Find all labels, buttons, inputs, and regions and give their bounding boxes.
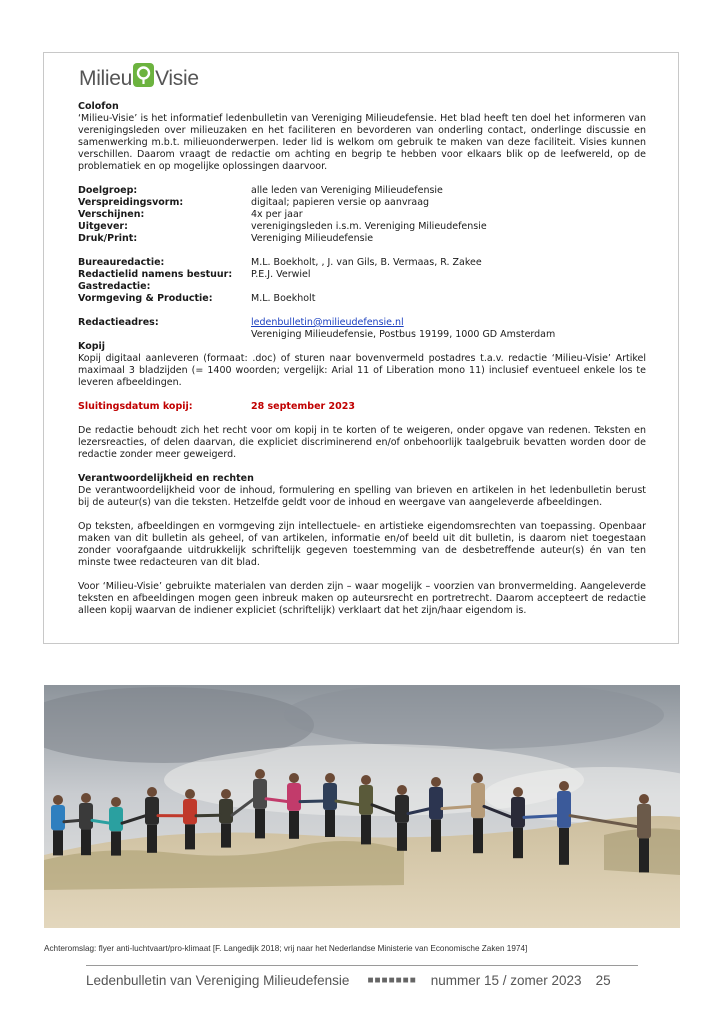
logo-text-post: Visie: [155, 67, 199, 90]
detail-value: alle leden van Vereniging Milieudefensie: [251, 185, 443, 196]
detail-label: Verschijnen:: [78, 209, 145, 220]
responsibility-p3: Voor ‘Milieu-Visie’ gebruikte materialen van derden zijn – waar mogelijk – voorzien van bronvermelding. Aangeleverde teksten en afbeeldingen mogen geen inbreuk maken op auteursrecht en portretrecht. Daarom accepteert de redactie alleen kopij waarvan de indiener expliciet (schriftelijk) verklaart dat het zijn/haar eigendom is.: [78, 581, 646, 616]
detail-label: Bureauredactie:: [78, 257, 165, 268]
detail-row: [78, 257, 646, 269]
page-footer: [86, 973, 668, 988]
responsibility-p1: De verantwoordelijkheid voor de inhoud, formulering en spelling van brieven en artikelen in het ledenbulletin berust bij de auteur(s) van die teksten. Hetzelfde geldt voor de inhoud en weergave van aangeleverde afbeeldingen.: [78, 485, 646, 508]
dune-group-photo: [44, 685, 680, 928]
address-row: [78, 317, 646, 341]
responsibility-p2: Op teksten, afbeeldingen en vormgeving zijn intellectuele- en artistieke eigendomsrechten van toepassing. Openbaar maken van dit bulletin als geheel, of van artikelen, informatie en/of beeld uit dit bulletin, is daarom niet toegestaan zonder voorafgaande uitdrukkelijk schriftelijk gegeven toestemming van de desbetreffende auteur(s) én van ten minste twee redacteuren van dit blad.: [78, 521, 646, 568]
details-block-2: [78, 257, 646, 305]
detail-row: [78, 221, 646, 233]
detail-value: Vereniging Milieudefensie: [251, 233, 374, 244]
address-line: Vereniging Milieudefensie, Postbus 19199, 1000 GD Amsterdam: [251, 329, 556, 340]
detail-label: Verspreidingsvorm:: [78, 197, 184, 208]
detail-row: [78, 209, 646, 221]
detail-row: [78, 281, 646, 293]
kopij-title: Kopij: [78, 341, 106, 352]
colofon-intro: ‘Milieu-Visie’ is het informatief ledenbulletin van Vereniging Milieudefensie. Het blad heeft ten doel het informeren van verenigingsleden over milieuzaken en het faciliteren en bevorderen van onderling contact, onderlinge discussie en samenwerking m.b.t. milieuonderwerpen. Ieder lid is welkom om gebruik te maken van deze faciliteit. Visies kunnen verschillen. Daarom vraagt de redactie om achting en begrip te hebben voor elkaars blik op de leefwereld, op de problematiek en op mogelijke oplossingen daarvoor.: [78, 113, 646, 172]
milieu-visie-logo: [79, 64, 199, 94]
detail-label: Druk/Print:: [78, 233, 138, 244]
kopij-text: Kopij digitaal aanleveren (formaat: .doc) of sturen naar bovenvermeld postadres t.a.v. redactie ‘Milieu-Visie’ Artikel maximaal 3 bladzijden (= 1400 woorden; vergelijk: Arial 11 of Liberation mono 11) inclusief eventueel enkele los te leveren afbeeldingen.: [78, 353, 646, 388]
email-link[interactable]: ledenbulletin@milieudefensie.nl: [251, 317, 404, 328]
logo-text-pre: Milieu: [79, 67, 133, 90]
detail-label: Uitgever:: [78, 221, 128, 232]
detail-value: M.L. Boekholt, , J. van Gils, B. Vermaas, R. Zakee: [251, 257, 482, 268]
detail-value: [251, 281, 646, 293]
detail-row: [78, 233, 646, 245]
detail-row: [78, 197, 646, 209]
rights-text: De redactie behoudt zich het recht voor om kopij in te korten of te weigeren, onder opgave van redenen. Teksten en lezersreacties, of delen daarvan, die expliciet discriminerend en/of onbehoorlijk taalgebruik bevatten worden door de redactie zonder meer geweigerd.: [78, 425, 646, 460]
detail-label: Doelgroep:: [78, 185, 138, 196]
details-block-1: [78, 185, 646, 245]
detail-row: [78, 185, 646, 197]
page-number: 25: [595, 973, 611, 988]
address-label: Redactieadres:: [78, 317, 159, 328]
responsibility-title: Verantwoordelijkheid en rechten: [78, 473, 254, 484]
colofon-title: Colofon: [78, 101, 119, 112]
detail-value: verenigingsleden i.s.m. Vereniging Milieudefensie: [251, 221, 487, 232]
detail-value: P.E.J. Verwiel: [251, 269, 311, 280]
detail-value: digitaal; papieren versie op aanvraag: [251, 197, 430, 208]
footer-rule: [86, 965, 638, 966]
detail-label: Vormgeving & Productie:: [78, 293, 213, 304]
detail-value: M.L. Boekholt: [251, 293, 316, 304]
footer-dots: ■■■■■■■: [367, 975, 417, 986]
photo-caption: Achteromslag: flyer anti-luchtvaart/pro-klimaat [F. Langedijk 2018; vrij naar het Nederlandse Ministerie van Economische Zaken 1974]: [44, 944, 528, 953]
detail-label: Gastredactie:: [78, 281, 151, 292]
detail-row: [78, 293, 646, 305]
detail-label: Redactielid namens bestuur:: [78, 269, 233, 280]
detail-value: 4x per jaar: [251, 209, 303, 220]
footer-issue: nummer 15 / zomer 2023: [430, 973, 582, 988]
leaf-icon: [133, 63, 154, 87]
deadline-label: Sluitingsdatum kopij:: [78, 401, 193, 412]
deadline-row: [78, 401, 646, 413]
deadline-value: 28 september 2023: [251, 401, 355, 412]
colofon-content: [78, 101, 646, 617]
detail-row: [78, 269, 646, 281]
footer-publication: Ledenbulletin van Vereniging Milieudefensie: [86, 973, 350, 988]
